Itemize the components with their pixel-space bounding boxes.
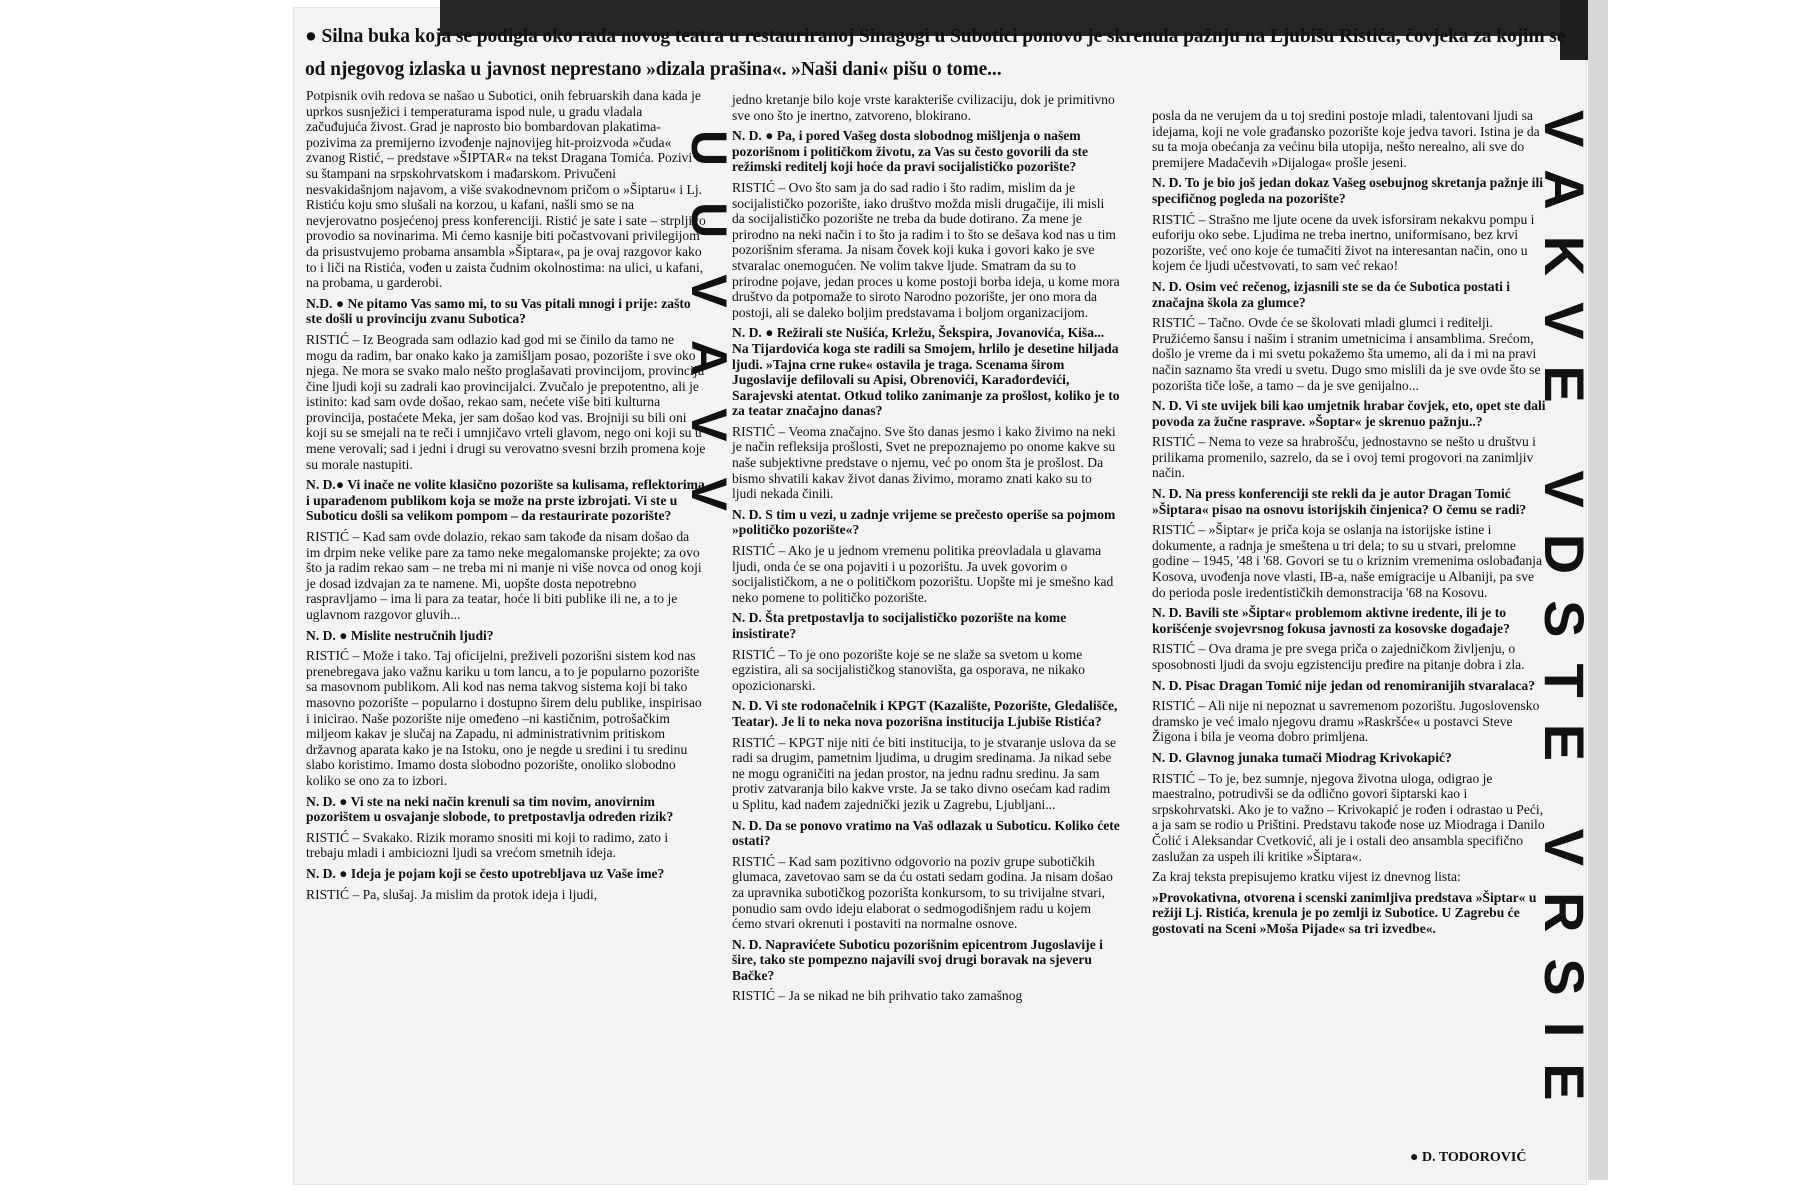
interview-question: N. D. Osim već rečenog, izjasnili ste se da će Subotica postati i značajna škola za glumce? bbox=[1152, 278, 1511, 310]
article-paragraph: posla da ne verujem da u toj sredini postoje mladi, talentovani ljudi sa idejama, koji ne vole građansko pozorište koje jedva tavori. Istina je da su ta moja obećanja za većinu bila utopija, nešto nerealno, ali sve do premijere Madačevih »Dijaloga« prošle jeseni. bbox=[1152, 108, 1540, 170]
article-paragraph: RISTIĆ – Tačno. Ovde će se školovati mladi glumci i reditelji. Pružićemo šansu i našim i stranim umetnicima i ansamblima. Srećom, došlo je vreme da i mi svetu pokažemo šta umemo, ali da i mi na pravi način saznamo šta vredi u svetu. Dugo smo mislili da je sve ovde što se pozorišta tiče loše, a tamo – da je sve genijalno... bbox=[1152, 315, 1541, 393]
interview-question: N. D. ● Pa, i pored Vašeg dosta slobodnog mišljenja o našem pozorišnom i političkom životu, za Vas su često govorili da ste režimski reditelj koji hoće da pravi socijalističko pozorište? bbox=[732, 128, 1089, 175]
article-paragraph: jedno kretanje bilo koje vrste karakteriše cvilizaciju, dok je primitivno sve ono što je inertno, zatvoreno, blokirano. bbox=[732, 92, 1115, 123]
article-paragraph: Za kraj teksta prepisujemo kratku vijest iz dnevnog lista: bbox=[1152, 869, 1461, 885]
article-paragraph: RISTIĆ – Ova drama je pre svega priča o zajedničkom življenju, o sposobnosti ljudi da svoju egzistenciju pređire na pitanje dobra i zla. bbox=[1152, 641, 1525, 672]
article-paragraph: RISTIĆ – KPGT nije niti će biti institucija, to je stvaranje uslova da se radi sa drugim, pametnim ljudima, u drugim sredinama. Ja nikad sebe ne mogu ograničiti na jedan prostor, na jednu radnu sredinu. Ja sam protiv zatvaranja bilo kakve vrste. Ja se tako divno osećam kad radim u Splitu, kad nađem zajednički jezik u Zagrebu, Ljubljani... bbox=[732, 734, 1117, 812]
byline: ● D. TODOROVIĆ bbox=[1410, 1150, 1527, 1165]
article-paragraph: RISTIĆ – Iz Beograda sam odlazio kad god mi se činilo da tamo ne mogu da radim, bar onako kako ja zamišljam posao, pozorište i sve oko njega. Ne mora se svako malo nešto proglašavati provincijom, provinciju čine ljudi koji su zadrali kao provincijalci. Zvučalo je prepotentno, ali je istinito: kad sam ovde došao, rekao sam, nećete više biti kulturna provincija, postaćete Meka, jer sam došao kod vas. Brojniji su bili oni koji su se smejali na te reči i umnjičavo vrteli glavom, nego oni koji su u mene verovali; sad i jedni i drugi su verovatno svesni brzih promena koje su morale nastupiti. bbox=[306, 331, 706, 472]
interview-question: N. D. Vi ste uvijek bili kao umjetnik hrabar čovjek, eto, opet ste dali povoda za žučne rasprave. »Šoptar« je skrenuo pažnju..? bbox=[1152, 398, 1546, 429]
article-paragraph: RISTIĆ – Svakako. Rizik moramo snositi mi koji to radimo, zato i trebaju mladi i ambiciozni ljudi sa vrećom smetnih ideja. bbox=[306, 829, 669, 861]
article-paragraph: RISTIĆ – »Šiptar« je priča koja se oslanja na istorijske istine i dokumente, a radnja je smeštena u tri dela; to su u stvari, prelomne godine – 1945, '48 i '68. Govori se tu o kriznim vremenima oslobađanja Kosova, uvođenja nove vlasti, IB-a, naše emigracije u Albaniji, pa sve do perioda posle iredentističkih demonstracija '68 na Kosovu. bbox=[1152, 522, 1542, 600]
vertical-headline-text: VAKVE VDSTE VRSIE bbox=[1533, 110, 1596, 1127]
interview-question: N. D. ● Mislite nestručnih ljudi? bbox=[306, 627, 494, 643]
interview-question: N. D. Na press konferenciji ste rekli da je autor Dragan Tomić »Šiptara« pisao na osnovu istorijskih činjenica? O čemu se radi? bbox=[1152, 486, 1527, 517]
vertical-headline-mid-text: UUVAVV bbox=[681, 130, 737, 547]
interview-question: N. D.● Vi inače ne volite klasično pozorište sa kulisama, reflektorima i uparađenom publikom koja se može na prste izbrojati. Vi ste u Suboticu došli sa velikom pompom – da restaurirate pozorište? bbox=[306, 477, 705, 524]
article-paragraph: RISTIĆ – Strašno me ljute ocene da uvek isforsiram nekakvu pompu i euforiju oko sebe. Ljudima ne treba inertno, uniformisano, bez krvi pozorište, već ono koje će tumačiti život na interesantan način, ono u kojem će ljudi učestvovati, to sam već rekao! bbox=[1152, 211, 1535, 274]
interview-question: N. D. Šta pretpostavlja to socijalističko pozorište na kome insistirate? bbox=[732, 610, 1067, 641]
vertical-headline-right bbox=[1533, 110, 1596, 1130]
article-paragraph: RISTIĆ – Veoma značajno. Sve što danas jesmo i kako živimo na neki je način refleksija prošlosti, Svet ne prepoznajemo po onome kakve su naše subjektivne predstave o njemu, već po onom šta je prošlost. Da bismo shvatili kakav život danas živimo, moramo znati kako su to ljudi nekada činili. bbox=[732, 423, 1116, 502]
interview-question: N. D. To je bio još jedan dokaz Vašeg osebujnog skretanja pažnje ili specifičnog pogleda na pozorište? bbox=[1152, 175, 1543, 206]
article-column-2 bbox=[732, 92, 1120, 1009]
article-paragraph: RISTIĆ – To je ono pozorište koje se ne slaže sa svetom u kome egzistira, ali sa socijalističkog stanovišta, ga osporava, ne nikako opozicionarski. bbox=[732, 646, 1085, 693]
lead-line-1: ● Silna buka koja se podigla oko rada novog teatra u restauriranoj Sinagogi u Subotici ponovo je skrenula pažnju na Ljubišu Ristića, čovjeka za kojim se bbox=[305, 26, 1566, 47]
article-paragraph: RISTIĆ – Može i tako. Taj oficijelni, preživeli pozorišni sistem kod nas prenebregava jako važnu kariku u tom lancu, a to je popularno pozorište sa masovnom publikom. Ali kod nas nema takvog sistema koji bi tako masovno pozorište – popularno i dostupno širem delu publike, inspirisao i inicirao. Naše pozorište nije omeđeno –ni kastičnim, potrošačkim miljeom kakav je slučaj na Zapadu, ni administrativnim pritiskom državnog aparata kako je na Istoku, ono je negde u sredini i tu sredinu slabo koristimo. Imamo dosta slobodno pozorište, onoliko slobodno koliko se ono za to izbori. bbox=[306, 648, 702, 788]
interview-question: N. D. S tim u vezi, u zadnje vrijeme se prečesto operiše sa pojmom »političko pozorište«? bbox=[732, 506, 1116, 538]
article-paragraph: RISTIĆ – Ako je u jednom vremenu politika preovladala u glavama ljudi, onda će se ona pojaviti i u pozorištu. Ja uvek govorim o socijalističkom, a ne o političkom pozorištu. Uopšte mi je smešno kad neko pomene to političko pozorište. bbox=[732, 543, 1114, 605]
article-paragraph: RISTIĆ – Ovo što sam ja do sad radio i što radim, mislim da je socijalističko pozorište, iako društvo možda misli drugačije, ili misli da socijalističko pozorište ne treba da bude dotirano. Za mene je prirodno na neki način i to što ja radim i to što se dešava kod nas u tim pozorišnim sferama. Ja nisam čovek koji kuka i govori kako je sve stvaralac onemogućen. Ne volim takve ljude. Smatram da su to prirodne pojave, jedan proces u kome postoji borba ideja, u kome mora društvo da potpomaže to siroto Narodno pozorište, jer ono mora da postoji, ali se daleko boljim predstavama i boljom organizacijom. bbox=[732, 179, 1120, 320]
article-paragraph: RISTIĆ – Ali nije ni nepoznat u savremenom pozorištu. Jugoslovensko dramsko je već imalo njegovu dramu »Raskršće« u postavci Steve Žigona i bila je veoma dobro primljena. bbox=[1152, 698, 1540, 745]
interview-question: N. D. ● Ideja je pojam koji se često upotrebljava uz Vaše ime? bbox=[306, 865, 665, 881]
lead-line-2: od njegovog izlaska u javnost neprestano »dizala prašina«. »Naši dani« pišu o tome... bbox=[305, 59, 1002, 80]
interview-question: »Provokativna, otvorena i scenski zanimljiva predstava »Šiptar« u režiji Lj. Ristića, krenula je po zemlji iz Subotice. U Zagrebu će gostovati na Sceni »Moša Pijade« sa tri izvedbe«. bbox=[1152, 889, 1537, 936]
article-paragraph: RISTIĆ – Ja se nikad ne bih prihvatio tako zamašnog bbox=[732, 988, 1023, 1004]
interview-question: N. D. Pisac Dragan Tomić nije jedan od renomiranijih stvaralaca? bbox=[1152, 677, 1536, 693]
interview-question: N. D. ● Režirali ste Nušića, Krležu, Šekspira, Jovanovića, Kiša... Na Tijardovića koga ste radili sa Smojem, hrlilo je desetine hiljada ljudi. »Tajna crne ruke« ostavila je traga. Scenama širom Jugoslavije defilovali su Apisi, Obrenovići, Karađorđevići, Sarajevski atentat. Otkud toliko zanimanje za prošlost, koliko je to za teatar značajno danas? bbox=[732, 325, 1120, 419]
interview-question: N. D. Bavili ste »Šiptar« problemom aktivne iredente, ili je to korišćenje svojevrsnog fokusa javnosti za kosovske događaje? bbox=[1152, 605, 1510, 636]
article-paragraph: RISTIĆ – Nema to veze sa hrabrošću, jednostavno se nešto u društvu i prilikama promenilo, sazrelo, da se i ovoj temi progovori na zanimljiv način. bbox=[1152, 434, 1536, 481]
article-column-3 bbox=[1152, 108, 1546, 942]
interview-question: N. D. Da se ponovo vratimo na Vaš odlazak u Suboticu. Koliko ćete ostati? bbox=[732, 817, 1120, 849]
article-lead bbox=[305, 20, 1595, 86]
interview-question: N. D. Napravićete Suboticu pozorišnim epicentrom Jugoslavije i šire, tako ste pompezno najavili svoj drugi boravak na sjeveru Bačke? bbox=[732, 936, 1103, 983]
article-paragraph: RISTIĆ – Kad sam ovde dolazio, rekao sam takođe da nisam došao da im drpim neke velike pare za tamo neke megalomanske projekte; za ovo što ja radim rekao sam – ne treba mi ni manje ni više novca od onog koji je dosad izdvajan za te namene. Mi, uopšte dosta nepotrebno raspravljamo – ima li para za teatar, hoće li biti publike ili ne, a to je uglavnom razgovor gluvih... bbox=[306, 529, 702, 622]
vertical-headline-middle bbox=[681, 130, 737, 1130]
interview-question: N. D. Vi ste rodonačelnik i KPGT (Kazalište, Pozorište, Gledališče, Teatar). Je li to neka nova pozorišna institucija Ljubiše Ristića? bbox=[732, 698, 1118, 729]
interview-question: N.D. ● Ne pitamo Vas samo mi, to su Vas pitali mnogi i prije: zašto ste došli u provinciju zvanu Subotica? bbox=[306, 295, 691, 327]
interview-question: N. D. Glavnog junaka tumači Miodrag Krivokapić? bbox=[1152, 749, 1452, 765]
article-paragraph: RISTIĆ – To je, bez sumnje, njegova životna uloga, odigrao je maestralno, potrudivši se da odlično govori šiptarski kao i srpskohrvatski. Ako je to važno – Krivokapić je rođen i odrastao u Peći, a ja sam se rodio u Prištini. Predstavu takođe nose uz Miodraga i Danilo Čolić i Aleksandar Cvetković, ali je i ostali deo ansambla specifično zaslužan za uspeh ili kritike »Šiptara«. bbox=[1152, 770, 1545, 864]
interview-question: N. D. ● Vi ste na neki način krenuli sa tim novim, anovirnim pozorištem u osvajanje slobode, to pretpostavlja određen rizik? bbox=[306, 793, 674, 825]
article-column-1 bbox=[306, 88, 706, 907]
article-paragraph: Potpisnik ovih redova se našao u Subotici, onih februarskih dana kada je uprkos susnježici i temperaturama ispod nule, u gradu vladala začuđujuća živost. Grad je naprosto bio bombardovan plakatima-pozivima za premijerno izvođenje najnovijeg hit-proizvoda »čuda« zvanog Ristić, – predstave »ŠIPTAR« na tekst Dragana Tomića. Pozivi su štampani na srpskohrvatskom i mađarskom. Privučeni nesvakidašnjom najavom, a više svakodnevnom pričom o »Šiptaru« i Lj. Ristiću koju smo slušali na korzou, u kafani, našli smo se na nevjerovatno posjećenoj press konferenciji. Ristić je sate i sate – strpljivo provodio sa novinarima. Mi ćemo kasnije biti počastvovani privilegijom da prisustvujemo probama ansambla »Šiptara«, pa je ovaj razgovor kako to i liči na Ristića, vođen u zaista čudnim okolnostima: na ulici, u kafani, na probama, u garderobi. bbox=[306, 88, 706, 291]
article-paragraph: RISTIĆ – Kad sam pozitivno odgovorio na poziv grupe subotičkih glumaca, zavetovao sam se da ću ostati sedam godina. Ja nisam došao za upravnika subotičkog pozorišta konkursom, to su trivijalne stvari, ponudio sam ovdo ideju elaborat o sedmogodišnjem radu u kojem ćemo stvari okrenuti i postaviti na normalne osnove. bbox=[732, 853, 1113, 932]
article-paragraph: RISTIĆ – Pa, slušaj. Ja mislim da protok ideja i ljudi, bbox=[306, 886, 598, 902]
